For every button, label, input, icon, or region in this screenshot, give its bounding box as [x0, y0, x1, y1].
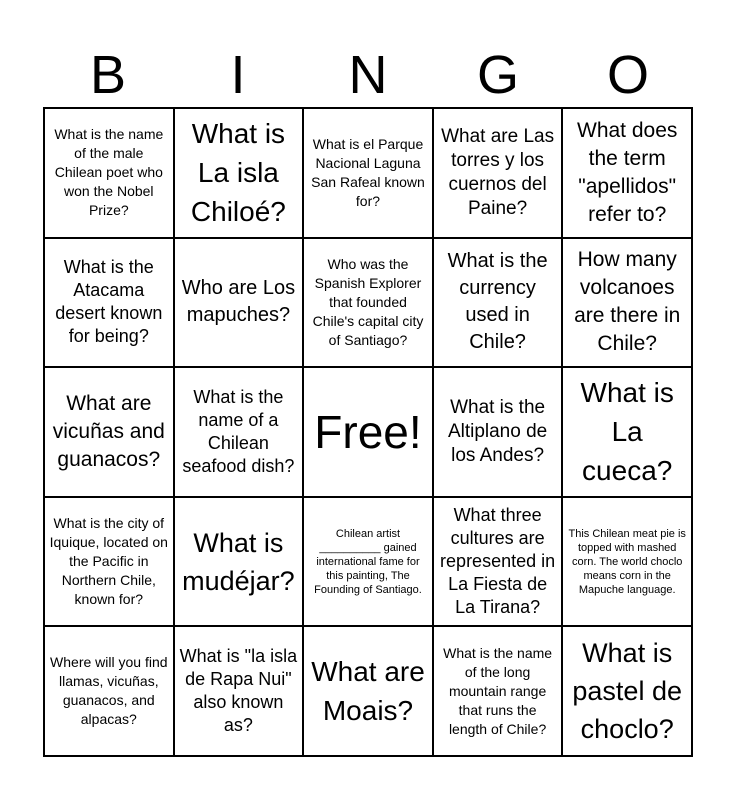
bingo-cell-r2-c2 [303, 367, 433, 497]
bingo-cell-r2-c3 [433, 367, 563, 497]
cell-text: What is el Parque Nacional Laguna San Rafeal known for? [311, 135, 425, 209]
bingo-cell-r4-c1 [174, 626, 304, 756]
bingo-cell-r3-c3 [433, 497, 563, 627]
bingo-cell-r0-c4 [562, 108, 692, 238]
bingo-cell-r3-c0 [44, 497, 174, 627]
header-letter-n: N [348, 45, 388, 105]
cell-text: What are Moais? [311, 656, 425, 727]
cell-text: What does the term "apellidos" refer to? [577, 118, 678, 226]
bingo-cell-r3-c2 [303, 497, 433, 627]
cell-text: How many volcanoes are there in Chile? [574, 248, 681, 356]
bingo-cell-r0-c2 [303, 108, 433, 238]
cell-text: Chilean artist __________ gained international fame for this painting, The Founding of Santiago. [314, 527, 422, 596]
bingo-cell-r1-c0 [44, 238, 174, 368]
bingo-cell-r4-c4 [562, 626, 692, 756]
bingo-cell-r1-c3 [433, 238, 563, 368]
cell-text: What is mudéjar? [182, 527, 295, 596]
cell-text: What are vicuñas and guanacos? [52, 391, 165, 471]
header-letter-g: G [476, 45, 519, 105]
cell-text: What is the name of a Chilean seafood dish? [182, 386, 295, 476]
cell-text: What is "la isla de Rapa Nui" also known as? [179, 646, 298, 736]
bingo-grid [43, 107, 693, 757]
cell-text: This Chilean meat pie is topped with mashed corn. The world choclo means corn in the Mapuche language. [568, 527, 686, 596]
cell-text: Who are Los mapuches? [181, 277, 296, 327]
header-letter-b: B [89, 45, 127, 105]
bingo-cell-r3-c1 [174, 497, 304, 627]
bingo-cell-r3-c4 [562, 497, 692, 627]
bingo-cell-r2-c1 [174, 367, 304, 497]
bingo-cell-r2-c0 [44, 367, 174, 497]
cell-text: What is the city of Iquique, located on the Pacific in Northern Chile, known for? [49, 515, 168, 608]
cell-text: What three cultures are represented in La Fiesta de La Tirana? [440, 505, 556, 618]
bingo-cell-r4-c3 [433, 626, 563, 756]
cell-text: What is pastel de choclo? [572, 638, 682, 745]
free-space: Free! [314, 405, 422, 458]
bingo-cell-r0-c0 [44, 108, 174, 238]
cell-text: What are Las torres y los cuernos del Paine? [441, 125, 555, 219]
bingo-cell-r0-c3 [433, 108, 563, 238]
cell-text: What is the name of the male Chilean poet who won the Nobel Prize? [54, 126, 164, 219]
cell-text: What is the Atacama desert known for being? [55, 257, 163, 347]
bingo-cell-r0-c1 [174, 108, 304, 238]
bingo-header [43, 44, 693, 106]
header-letter-i: I [230, 45, 246, 105]
cell-text: What is La cueca? [580, 377, 674, 487]
cell-text: What is the name of the long mountain range that runs the length of Chile? [443, 644, 553, 737]
bingo-cell-r2-c4 [562, 367, 692, 497]
bingo-cell-r1-c1 [174, 238, 304, 368]
bingo-cell-r4-c2 [303, 626, 433, 756]
bingo-cell-r1-c2 [303, 238, 433, 368]
cell-text: Where will you find llamas, vicuñas, guanacos, and alpacas? [50, 654, 168, 728]
cell-text: What is La isla Chiloé? [190, 118, 286, 228]
cell-text: What is the Altiplano de los Andes? [447, 396, 548, 466]
bingo-cell-r4-c0 [44, 626, 174, 756]
cell-text: What is the currency used in Chile? [447, 250, 548, 354]
cell-text: Who was the Spanish Explorer that founded Chile's capital city of Santiago? [312, 255, 424, 348]
header-letter-o: O [606, 45, 649, 105]
bingo-cell-r1-c4 [562, 238, 692, 368]
